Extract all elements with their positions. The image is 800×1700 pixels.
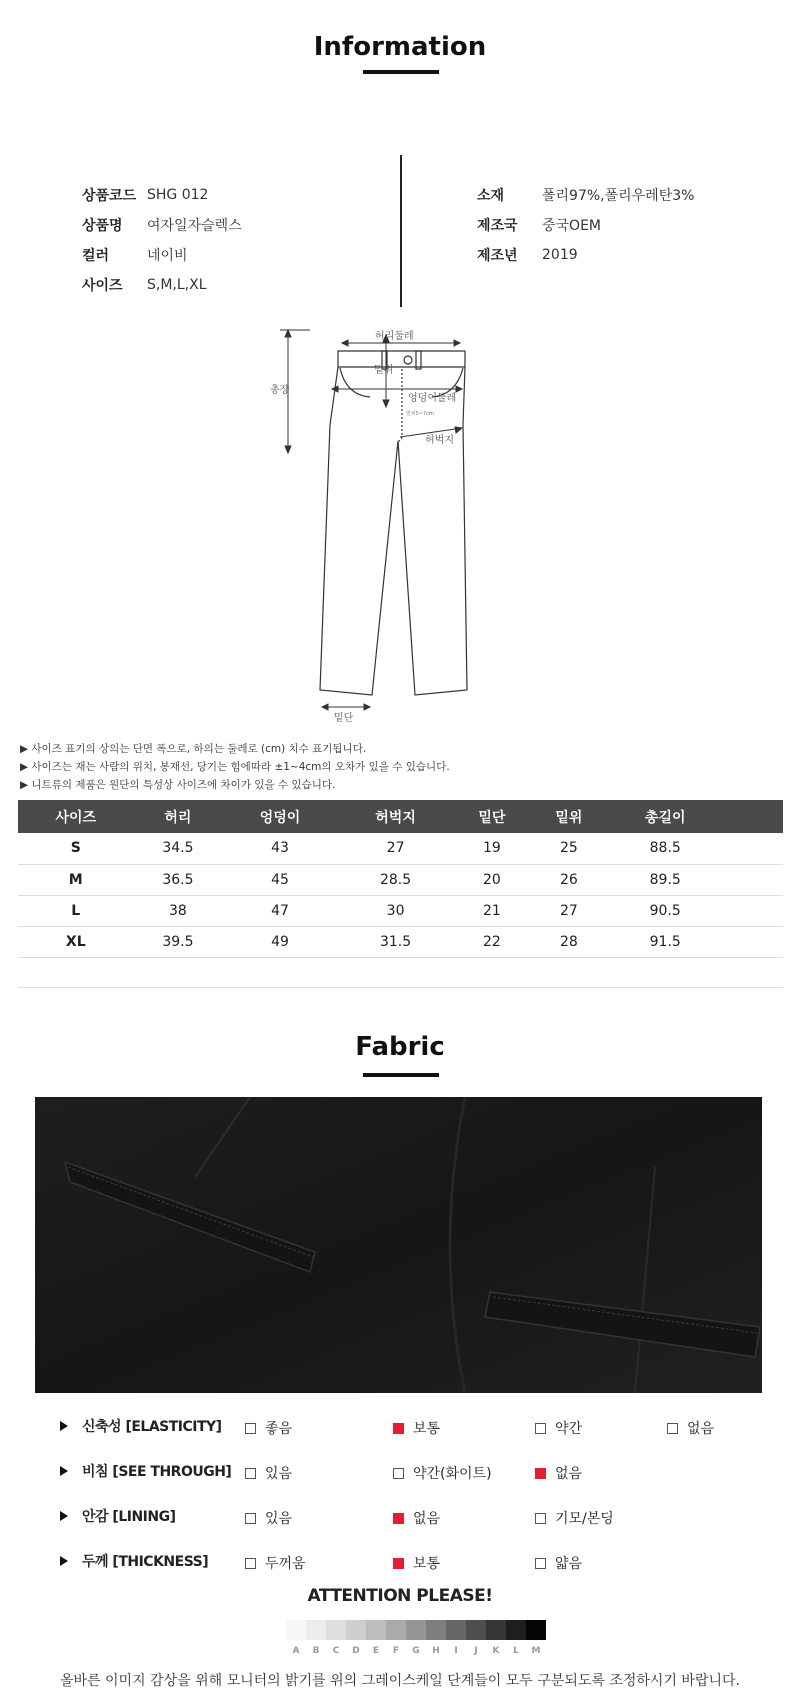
info-label: 컬러 — [82, 248, 110, 264]
option-see-through-yes[interactable] — [245, 1463, 292, 1483]
checkbox-checked[interactable] — [393, 1513, 404, 1524]
gray-letter: M — [531, 1646, 541, 1656]
checkbox[interactable] — [535, 1558, 546, 1569]
option-label: 보통 — [413, 1556, 441, 1572]
checkbox[interactable] — [393, 1468, 404, 1479]
table-cell: 36.5 — [134, 864, 223, 895]
attr-name: 신축성 [ELASTICITY] — [82, 1419, 222, 1435]
gray-step — [526, 1620, 546, 1640]
option-label: 있음 — [265, 1511, 293, 1527]
table-cell: 27 — [530, 895, 607, 926]
grayscale-bar — [286, 1620, 546, 1640]
header-cell: 허벅지 — [338, 800, 454, 833]
table-cell: 28.5 — [338, 864, 454, 895]
info-row — [82, 270, 242, 300]
info-value: 여자일자슬렉스 — [147, 218, 242, 234]
header-cell: 밑단 — [453, 800, 530, 833]
table-cell: 91.5 — [607, 926, 723, 957]
info-right-column — [477, 180, 694, 270]
option-label: 얇음 — [555, 1556, 583, 1572]
gray-letter: A — [292, 1646, 300, 1656]
gray-letter: H — [432, 1646, 440, 1656]
pocket-left — [340, 368, 370, 397]
footer-note: 올바른 이미지 감상을 위해 모니터의 밝기를 위의 그레이스케일 단계들이 모두 구분되도록 조정하시기 바랍니다. — [60, 1673, 740, 1689]
header-cell: 총길이 — [607, 800, 723, 833]
table-cell: 28 — [530, 926, 607, 957]
info-label: 상품명 — [82, 218, 123, 234]
table-cell: 39.5 — [134, 926, 223, 957]
gray-step — [466, 1620, 486, 1640]
option-thickness-thick[interactable] — [245, 1553, 306, 1573]
note-line: ▶ 사이즈는 재는 사람의 위치, 봉재선, 당기는 힘에따라 ±1~4cm의 오차가 있을 수 있습니다. — [20, 761, 450, 773]
attr-name: 두께 [THICKNESS] — [82, 1554, 209, 1570]
option-label: 없음 — [555, 1466, 583, 1482]
table-cell: 26 — [530, 864, 607, 895]
gray-letter: K — [492, 1646, 500, 1656]
size-table — [18, 800, 783, 988]
gray-letter: C — [332, 1646, 340, 1656]
info-value: 네이비 — [147, 248, 188, 264]
header-cell: 엉덩이 — [222, 800, 338, 833]
note-line: ▶ 니트류의 제품은 원단의 특성상 사이즈에 차이가 있을 수 있습니다. — [20, 779, 336, 791]
hip-label: 엉덩이둘레 — [408, 393, 457, 404]
table-cell: 21 — [453, 895, 530, 926]
crotch-note: 밑위5~7cm — [406, 411, 434, 417]
info-divider — [400, 155, 402, 307]
table-cell: 27 — [338, 833, 454, 864]
attr-name: 비침 [SEE THROUGH] — [82, 1464, 232, 1480]
table-cell: 30 — [338, 895, 454, 926]
table-cell: 22 — [453, 926, 530, 957]
table-cell: 89.5 — [607, 864, 723, 895]
option-label: 기모/본딩 — [555, 1511, 614, 1527]
attr-elasticity — [60, 1414, 222, 1438]
table-cell: XL — [18, 926, 134, 957]
checkbox[interactable] — [245, 1558, 256, 1569]
gray-step — [326, 1620, 346, 1640]
triangle-bullet-icon — [60, 1421, 68, 1431]
grayscale-letters — [286, 1646, 546, 1656]
checkbox[interactable] — [667, 1423, 678, 1434]
hem-label: 밑단 — [334, 713, 354, 724]
table-cell: L — [18, 895, 134, 926]
info-value: SHG 012 — [147, 187, 209, 203]
option-lining-brushed[interactable] — [535, 1508, 614, 1528]
total-label: 총장 — [270, 385, 290, 396]
gray-letter: I — [454, 1646, 458, 1656]
option-lining-yes[interactable] — [245, 1508, 292, 1528]
pants-outline — [320, 367, 467, 695]
table-cell: M — [18, 864, 134, 895]
table-spacer — [723, 833, 783, 864]
option-label: 보통 — [413, 1421, 441, 1437]
info-label: 제조년 — [477, 248, 518, 264]
info-row — [477, 240, 694, 270]
checkbox[interactable] — [535, 1423, 546, 1434]
info-label: 제조국 — [477, 218, 518, 234]
attr-lining — [60, 1504, 175, 1528]
table-spacer — [723, 864, 783, 895]
gray-letter: J — [474, 1646, 478, 1656]
gray-step — [486, 1620, 506, 1640]
attr-thickness — [60, 1549, 208, 1573]
fabric-photo — [35, 1097, 762, 1393]
option-label: 두꺼움 — [265, 1556, 306, 1572]
checkbox[interactable] — [245, 1423, 256, 1434]
triangle-bullet-icon — [60, 1556, 68, 1566]
option-elasticity-normal[interactable] — [393, 1418, 440, 1438]
checkbox[interactable] — [245, 1513, 256, 1524]
option-elasticity-slight[interactable] — [535, 1418, 582, 1438]
checkbox[interactable] — [245, 1468, 256, 1479]
table-cell: 49 — [222, 926, 338, 957]
option-label: 좋음 — [265, 1421, 293, 1437]
title-underline — [363, 70, 439, 74]
option-label: 없음 — [413, 1511, 441, 1527]
gray-letter: B — [312, 1646, 320, 1656]
fabric-title: Fabric — [355, 1032, 445, 1062]
table-cell: 38 — [134, 895, 223, 926]
title-underline — [363, 1073, 439, 1077]
attention-heading: ATTENTION PLEASE! — [307, 1586, 493, 1606]
option-thickness-thin[interactable] — [535, 1553, 582, 1573]
table-cell: S — [18, 833, 134, 864]
table-header-row — [18, 800, 783, 833]
info-label: 상품코드 — [82, 188, 137, 204]
table-row — [18, 864, 783, 895]
checkbox-checked[interactable] — [393, 1558, 404, 1569]
gray-step — [386, 1620, 406, 1640]
info-value: 2019 — [542, 247, 578, 263]
table-cell: 90.5 — [607, 895, 723, 926]
option-elasticity-good[interactable] — [245, 1418, 292, 1438]
info-value: S,M,L,XL — [147, 277, 207, 293]
table-cell: 43 — [222, 833, 338, 864]
checkbox-checked[interactable] — [535, 1468, 546, 1479]
attr-name: 안감 [LINING] — [82, 1509, 176, 1525]
option-see-through-none[interactable] — [535, 1463, 582, 1483]
table-cell: 19 — [453, 833, 530, 864]
header-cell: 허리 — [134, 800, 223, 833]
belt-loop — [416, 351, 421, 369]
attr-see-through — [60, 1459, 231, 1483]
waist-label: 허리둘레 — [375, 331, 414, 342]
checkbox[interactable] — [535, 1513, 546, 1524]
size-notes — [20, 740, 450, 794]
table-cell: 47 — [222, 895, 338, 926]
option-label: 약간(화이트) — [413, 1466, 492, 1482]
table-row-empty — [18, 957, 783, 987]
table-cell: 20 — [453, 864, 530, 895]
gray-step — [346, 1620, 366, 1640]
information-title: Information — [313, 32, 487, 62]
info-row — [82, 210, 242, 240]
table-cell: 88.5 — [607, 833, 723, 864]
info-label: 소재 — [477, 188, 505, 204]
header-spacer — [723, 800, 783, 833]
rise-label: 밑위 — [374, 365, 394, 376]
option-label: 있음 — [265, 1466, 293, 1482]
gray-step — [306, 1620, 326, 1640]
note-line: ▶ 사이즈 표기의 상의는 단면 폭으로, 하의는 둘레로 (cm) 치수 표기됩니다. — [20, 743, 367, 755]
gray-step — [406, 1620, 426, 1640]
pants-diagram — [270, 325, 510, 725]
header-cell: 밑위 — [530, 800, 607, 833]
info-row — [477, 180, 694, 210]
thigh-label: 허벅지 — [425, 435, 454, 446]
option-thickness-normal[interactable] — [393, 1553, 440, 1573]
info-row — [477, 210, 694, 240]
gray-letter: E — [372, 1646, 380, 1656]
gray-step — [286, 1620, 306, 1640]
option-label: 약간 — [555, 1421, 583, 1437]
gray-letter: L — [513, 1646, 519, 1656]
option-label: 없음 — [687, 1421, 715, 1437]
gray-step — [506, 1620, 526, 1640]
info-value: 중국OEM — [542, 218, 601, 234]
button-icon — [404, 356, 412, 364]
triangle-bullet-icon — [60, 1511, 68, 1521]
checkbox-checked[interactable] — [393, 1423, 404, 1434]
table-spacer — [723, 926, 783, 957]
info-value: 폴리97%,폴리우레탄3% — [542, 188, 695, 204]
gray-step — [446, 1620, 466, 1640]
info-row — [82, 240, 242, 270]
table-cell: 34.5 — [134, 833, 223, 864]
header-cell: 사이즈 — [18, 800, 134, 833]
waistband — [338, 351, 465, 367]
table-cell: 45 — [222, 864, 338, 895]
table-row — [18, 895, 783, 926]
gray-letter: F — [392, 1646, 400, 1656]
option-elasticity-none[interactable] — [667, 1418, 714, 1438]
info-row — [82, 180, 242, 210]
table-spacer — [723, 895, 783, 926]
table-row — [18, 926, 783, 957]
gray-step — [366, 1620, 386, 1640]
fly-stitch — [398, 369, 402, 441]
option-lining-none[interactable] — [393, 1508, 440, 1528]
gray-letter: D — [352, 1646, 360, 1656]
gray-letter: G — [412, 1646, 420, 1656]
gray-step — [426, 1620, 446, 1640]
info-label: 사이즈 — [82, 278, 123, 294]
option-see-through-slight[interactable] — [393, 1463, 492, 1483]
table-row — [18, 833, 783, 864]
table-cell: 31.5 — [338, 926, 454, 957]
table-cell: 25 — [530, 833, 607, 864]
triangle-bullet-icon — [60, 1466, 68, 1476]
info-left-column — [82, 180, 242, 300]
